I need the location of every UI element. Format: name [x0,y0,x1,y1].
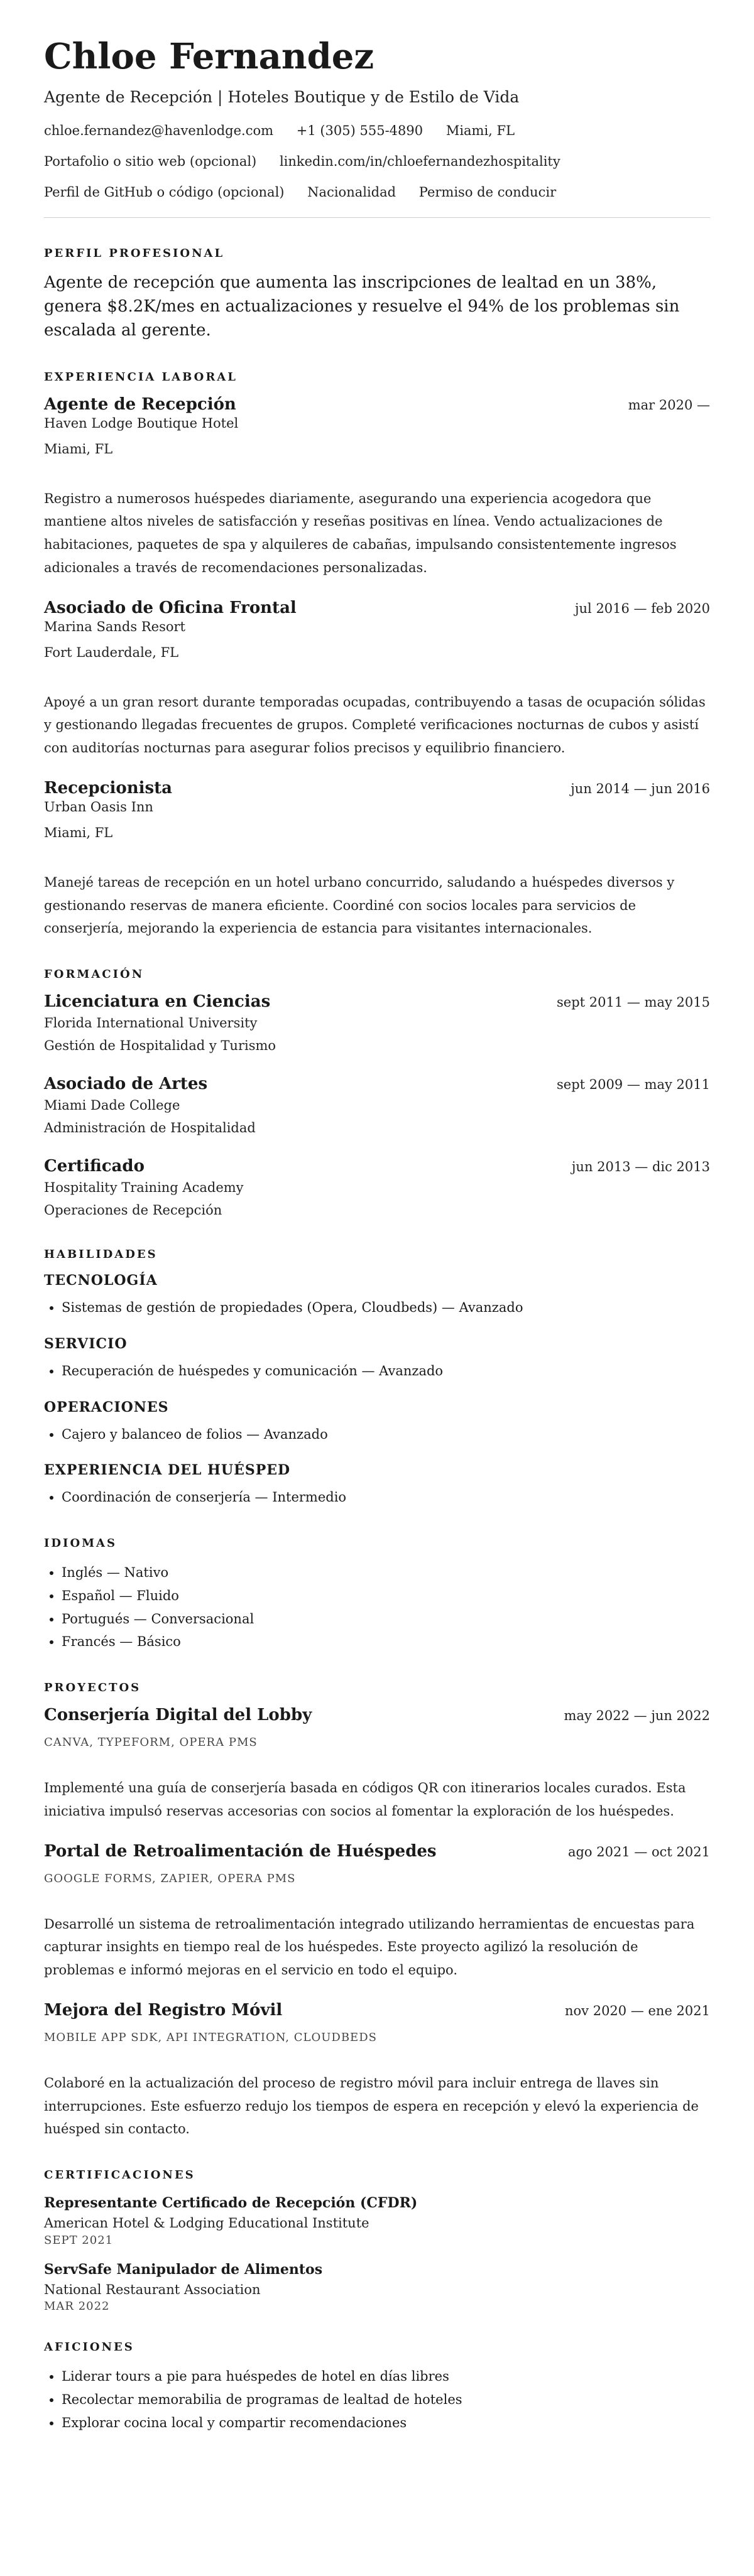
job-company: Urban Oasis Inn [44,799,153,814]
contact-location: Miami, FL [445,122,515,138]
section-title: PROYECTOS [44,1681,141,1695]
skill-item: • Coordinación de conserjería — Intermedio [62,1486,710,1509]
project-description: Implementé una guía de conserjería basada en códigos QR con itinerarios locales curados. Esta iniciativa impulsó reservas accesorias con socios al fomentar la exploración de los huéspedes. [44,1780,686,1819]
resume-header [44,38,710,201]
skills-section [44,1248,710,1509]
contact-license: Permiso de conducir [418,185,557,200]
contact-portfolio[interactable]: Portafolio o sitio web (opcional) [44,153,257,169]
hobby-item: • Recolectar memorabilia de programas de lealtad de hoteles [62,2388,710,2411]
project-tech: CANVA, TYPEFORM, OPERA PMS [44,1736,258,1750]
skill-category: TECNOLOGÍA [44,1272,158,1289]
headline: Agente de Recepción | Hoteles Boutique y de Estilo de Vida [44,87,520,106]
school: Hospitality Training Academy [44,1180,244,1196]
job-location: Fort Lauderdale, FL [44,645,179,661]
education-dates: jun 2013 — dic 2013 [571,1159,710,1175]
section-title: FORMACIÓN [44,968,145,982]
language-item: • Francés — Básico [62,1630,710,1653]
degree: Asociado de Artes [44,1074,208,1094]
certification-name: Representante Certificado de Recepción (CFDR) [44,2195,418,2212]
project-name: Portal de Retroalimentación de Huéspedes [44,1841,437,1861]
job-dates: mar 2020 — [628,397,710,413]
field-of-study: Operaciones de Recepción [44,1202,222,1218]
contact-github[interactable]: Perfil de GitHub o código (opcional) [44,185,285,200]
contact-phone[interactable]: +1 (305) 555-4890 [296,122,423,138]
candidate-name: Chloe Fernandez [44,36,374,77]
project-dates: may 2022 — jun 2022 [564,1708,710,1724]
project-entry [44,1706,710,1823]
education-dates: sept 2009 — may 2011 [557,1077,710,1093]
skill-item: • Sistemas de gestión de propiedades (Opera, Cloudbeds) — Avanzado [62,1296,710,1319]
job-dates: jun 2014 — jun 2016 [571,781,710,796]
skill-category: EXPERIENCIA DEL HUÉSPED [44,1462,291,1479]
hobby-item: • Explorar cocina local y compartir recomendaciones [62,2411,710,2435]
certification-entry [44,2193,710,2247]
section-title: HABILIDADES [44,1248,158,1262]
summary-section [44,247,710,342]
job-company: Marina Sands Resort [44,619,185,634]
summary-text: Agente de recepción que aumenta las inscripciones de lealtad en un 38%, genera $8.2K/mes en actualizaciones y resuelve el 94% de los problemas sin escalada al gerente. [44,273,680,340]
language-item: • Inglés — Nativo [62,1561,710,1584]
certification-issuer: National Restaurant Association [44,2281,261,2297]
skill-item: • Cajero y balanceo de folios — Avanzado [62,1423,710,1446]
certifications-section [44,2168,710,2313]
job-role: Agente de Recepción [44,394,236,414]
field-of-study: Gestión de Hospitalidad y Turismo [44,1037,276,1053]
job-location: Miami, FL [44,441,113,457]
job-entry [44,395,710,580]
contact-email[interactable]: chloe.fernandez@havenlodge.com [44,122,274,138]
job-description: Registro a numerosos huéspedes diariamente, asegurando una experiencia acogedora que mantiene altos niveles de satisfacción y reseñas positivas en línea. Vendo actualizaciones de habitaciones, paquetes de spa y alquileres de cabañas, impulsando consistentemente ingresos adicionales a través de recomendaciones personalizadas. [44,490,677,575]
experience-section [44,371,710,941]
certification-name: ServSafe Manipulador de Alimentos [44,2261,323,2278]
certification-issuer: American Hotel & Lodging Educational Institute [44,2216,369,2231]
section-title: EXPERIENCIA LABORAL [44,370,238,384]
certification-entry [44,2259,710,2314]
language-list [44,1561,710,1653]
skill-list [44,1360,710,1383]
contact-row-2 [44,153,710,170]
section-title: CERTIFICACIONES [44,2168,195,2182]
project-entry [44,1842,710,1982]
project-dates: nov 2020 — ene 2021 [565,2003,710,2018]
job-description: Apoyé a un gran resort durante temporadas ocupadas, contribuyendo a tasas de ocupación sólidas y gestionando llegadas frecuentes de grupos. Completé verificaciones nocturnas de cubos y asistí con auditorías nocturnas para asegurar folios precisos y equilibrio financiero. [44,694,706,756]
job-role: Asociado de Oficina Frontal [44,598,297,617]
job-description: Manejé tareas de recepción en un hotel urbano concurrido, saludando a huéspedes diversos y gestionando reservas de manera eficiente. Coordiné con socios locales para servicios de conserjería, mejorando la experiencia de estancia para visitantes internacionales. [44,874,675,936]
projects-section [44,1681,710,2141]
job-company: Haven Lodge Boutique Hotel [44,415,239,431]
project-description: Colaboré en la actualización del proceso de registro móvil para incluir entrega de llaves sin interrupciones. Este esfuerzo redujo los tiempos de espera en recepción y elevó la experiencia de huésped sin contacto. [44,2075,699,2137]
skill-item: • Recuperación de huéspedes y comunicación — Avanzado [62,1360,710,1383]
field-of-study: Administración de Hospitalidad [44,1120,256,1135]
education-entry [44,992,710,1056]
education-dates: sept 2011 — may 2015 [557,995,710,1010]
skill-list [44,1423,710,1446]
education-entry [44,1157,710,1220]
contact-nationality: Nacionalidad [307,185,396,200]
project-dates: ago 2021 — oct 2021 [567,1844,710,1859]
language-item: • Español — Fluido [62,1584,710,1608]
certification-date: MAR 2022 [44,2300,110,2314]
section-title: IDIOMAS [44,1537,117,1550]
skill-list [44,1296,710,1319]
degree: Certificado [44,1157,145,1176]
skill-category: OPERACIONES [44,1399,169,1415]
job-role: Recepcionista [44,778,173,798]
contact-row-1 [44,122,710,139]
job-entry [44,598,710,760]
project-tech: GOOGLE FORMS, ZAPIER, OPERA PMS [44,1871,296,1885]
skill-list [44,1486,710,1509]
contact-linkedin[interactable]: linkedin.com/in/chloefernandezhospitality [279,153,560,169]
skill-category: SERVICIO [44,1335,128,1352]
project-description: Desarrollé un sistema de retroalimentación integrado utilizando herramientas de encuestas para capturar insights en tiempo real de los huéspedes. Este proyecto agilizó la resolución de problemas e informó mejoras en el servicio en todo el equipo. [44,1916,695,1978]
job-entry [44,779,710,940]
project-name: Conserjería Digital del Lobby [44,1706,312,1725]
hobbies-section [44,2341,710,2434]
hobby-list [44,2365,710,2434]
project-tech: MOBILE APP SDK, API INTEGRATION, CLOUDBEDS [44,2030,377,2044]
project-name: Mejora del Registro Móvil [44,2000,283,2020]
language-item: • Portugués — Conversacional [62,1608,710,1631]
project-entry [44,2001,710,2141]
section-title: AFICIONES [44,2341,134,2354]
job-dates: jul 2016 — feb 2020 [575,600,710,616]
hobby-item: • Liderar tours a pie para huéspedes de hotel en días libres [62,2365,710,2388]
education-entry [44,1074,710,1138]
header-divider [44,217,710,218]
education-section [44,968,710,1220]
certification-date: SEPT 2021 [44,2233,114,2247]
school: Miami Dade College [44,1098,180,1113]
languages-section [44,1537,710,1653]
degree: Licenciatura en Ciencias [44,992,271,1012]
contact-row-3 [44,184,710,201]
job-location: Miami, FL [44,825,113,841]
school: Florida International University [44,1015,258,1031]
section-title: PERFIL PROFESIONAL [44,247,225,261]
